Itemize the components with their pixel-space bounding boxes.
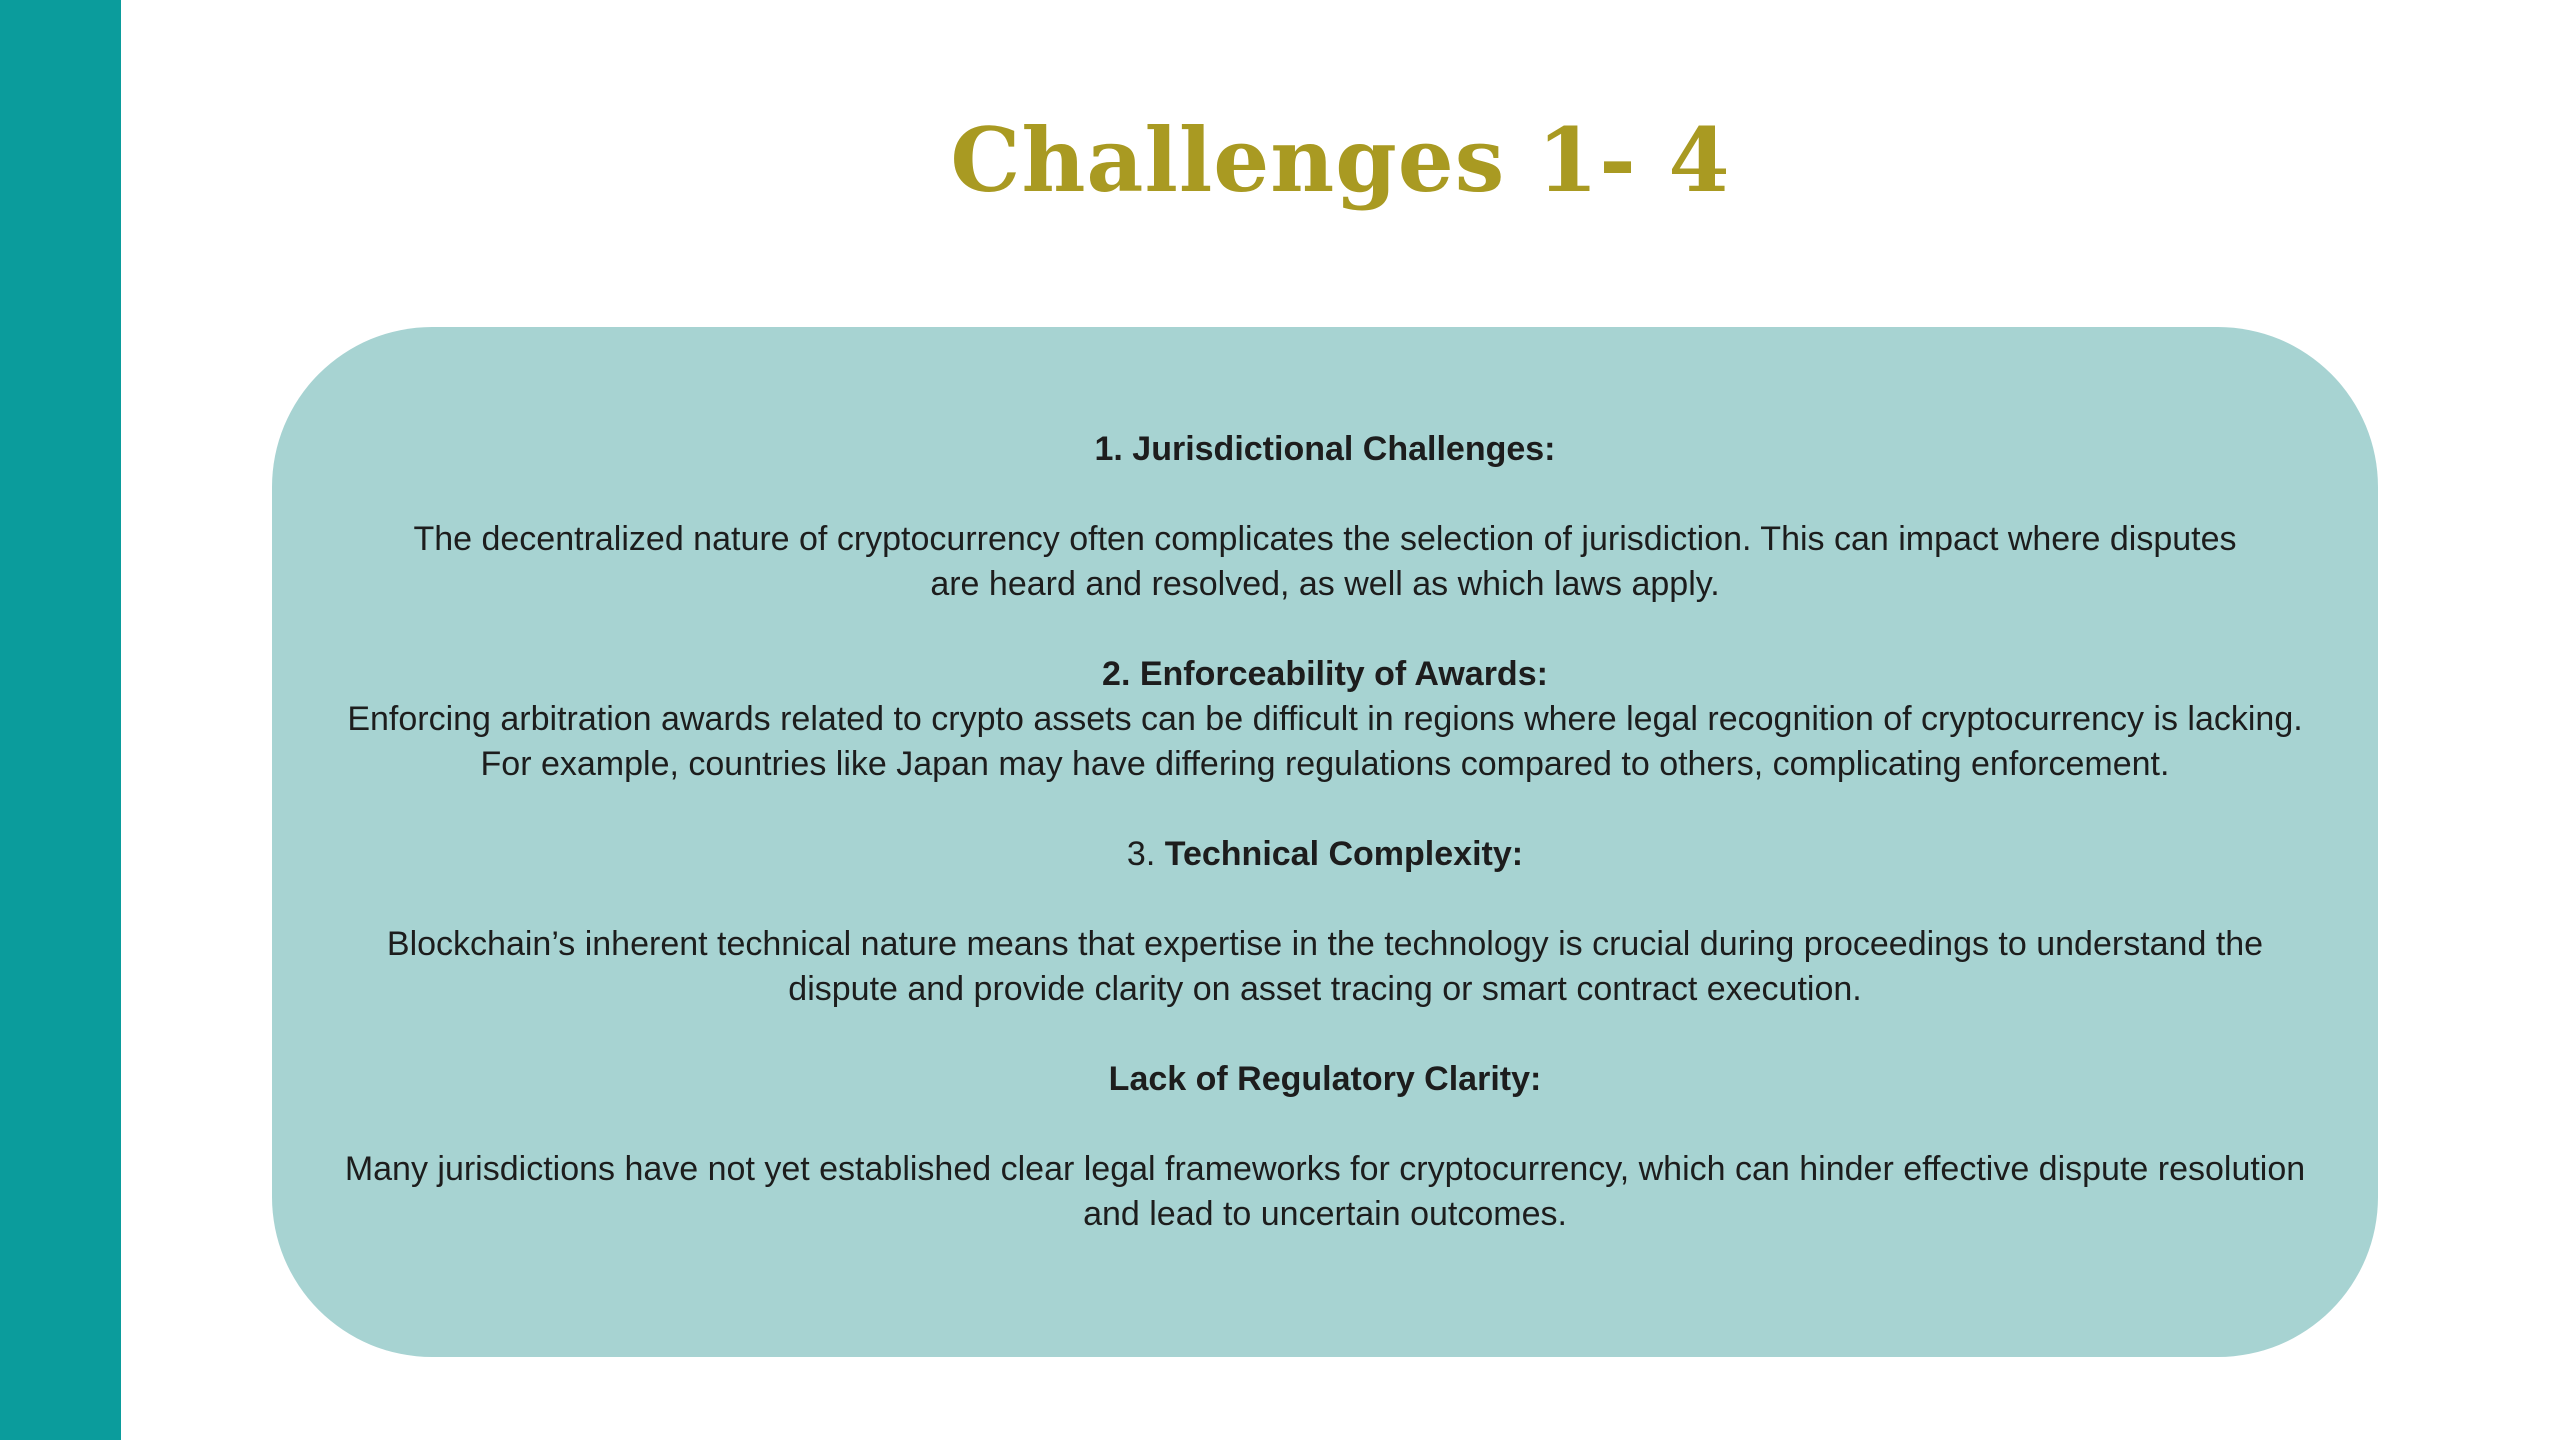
section-4-heading	[332, 1057, 2318, 1102]
section-4-body: Many jurisdictions have not yet established clear legal frameworks for cryptocurrency, which can hinder effective dispute resolution and lead to uncertain outcomes.	[344, 1150, 2306, 1233]
challenges-box	[272, 327, 2378, 1357]
section-1-heading-text: 1. Jurisdictional Challenges:	[1094, 430, 1556, 468]
section-1-heading	[332, 427, 2318, 472]
section-3-heading-text: Technical Complexity:	[1164, 835, 1524, 873]
section-3-heading	[332, 832, 2318, 877]
section-3-heading-number: 3.	[1126, 835, 1165, 873]
section-1-body: The decentralized nature of cryptocurrency often complicates the selection of jurisdiction. This can impact where disputes are heard and resolved, as well as which laws apply.	[413, 520, 2237, 603]
section-4-heading-text: Lack of Regulatory Clarity:	[1108, 1060, 1542, 1098]
section-2-body: Enforcing arbitration awards related to crypto assets can be difficult in regions where legal recognition of cryptocurrency is lacking. For example, countries like Japan may have differing regulations compared to others, complicating enforcement.	[347, 700, 2303, 783]
section-2-heading	[332, 652, 2318, 697]
section-3-body: Blockchain’s inherent technical nature means that expertise in the technology is crucial during proceedings to understand the dispute and provide clarity on asset tracing or smart contract execution.	[386, 925, 2264, 1008]
accent-side-bar	[0, 0, 121, 1440]
section-2-heading-text: 2. Enforceability of Awards:	[1102, 655, 1548, 693]
slide-title: Challenges 1- 4	[950, 108, 1731, 212]
